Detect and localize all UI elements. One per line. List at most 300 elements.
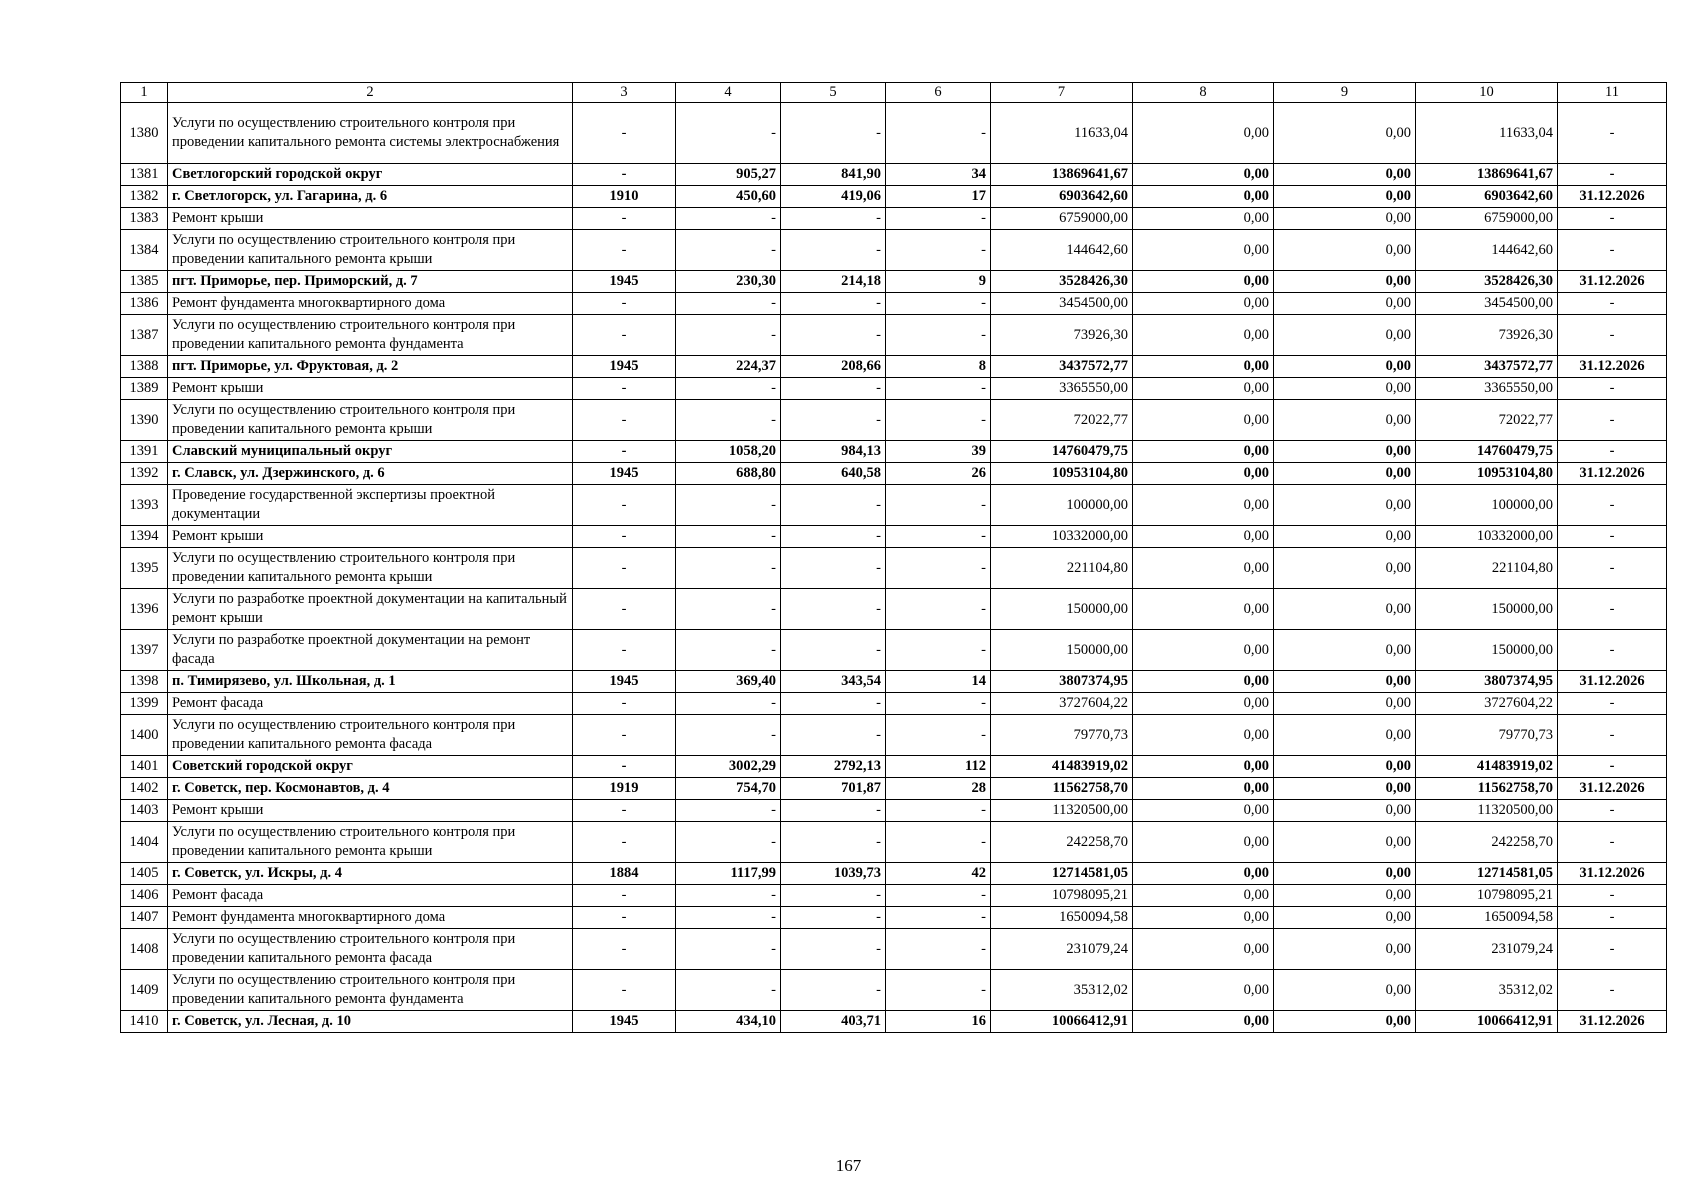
item-name-cell: г. Славск, ул. Дзержинского, д. 6 [168, 463, 573, 485]
fund-b-cell: 0,00 [1274, 970, 1416, 1011]
fund-a-cell: 0,00 [1133, 164, 1274, 186]
item-name-cell: пгт. Приморье, ул. Фруктовая, д. 2 [168, 356, 573, 378]
item-name-cell: Услуги по разработке проектной документации на ремонт фасада [168, 630, 573, 671]
column-number-header: 8 [1133, 83, 1274, 103]
table-row [121, 378, 1667, 400]
total-area-cell: - [676, 822, 781, 863]
living-area-cell: 984,13 [781, 441, 886, 463]
deadline-cell: 31.12.2026 [1558, 863, 1667, 885]
residents-cell: - [886, 970, 991, 1011]
row-number-cell: 1385 [121, 271, 168, 293]
year-cell: 1945 [573, 271, 676, 293]
fund-a-cell: 0,00 [1133, 756, 1274, 778]
year-cell: - [573, 315, 676, 356]
deadline-cell: 31.12.2026 [1558, 356, 1667, 378]
living-area-cell: - [781, 208, 886, 230]
item-name-cell: п. Тимирязево, ул. Школьная, д. 1 [168, 671, 573, 693]
owner-funds-cell: 11320500,00 [1416, 800, 1558, 822]
total-cost-cell: 10798095,21 [991, 885, 1133, 907]
fund-a-cell: 0,00 [1133, 863, 1274, 885]
fund-a-cell: 0,00 [1133, 671, 1274, 693]
living-area-cell: 640,58 [781, 463, 886, 485]
year-cell: - [573, 548, 676, 589]
deadline-cell: - [1558, 693, 1667, 715]
year-cell: 1919 [573, 778, 676, 800]
item-name-cell: Услуги по осуществлению строительного контроля при проведении капитального ремонта крыши [168, 822, 573, 863]
residents-cell: - [886, 693, 991, 715]
table-row [121, 863, 1667, 885]
owner-funds-cell: 3807374,95 [1416, 671, 1558, 693]
owner-funds-cell: 72022,77 [1416, 400, 1558, 441]
item-name-cell: Ремонт фасада [168, 885, 573, 907]
total-cost-cell: 13869641,67 [991, 164, 1133, 186]
table-row [121, 671, 1667, 693]
living-area-cell: - [781, 378, 886, 400]
year-cell: - [573, 589, 676, 630]
owner-funds-cell: 10066412,91 [1416, 1011, 1558, 1033]
table-row [121, 970, 1667, 1011]
total-cost-cell: 150000,00 [991, 630, 1133, 671]
total-cost-cell: 144642,60 [991, 230, 1133, 271]
total-area-cell: - [676, 485, 781, 526]
table-row [121, 929, 1667, 970]
row-number-cell: 1381 [121, 164, 168, 186]
total-area-cell: - [676, 693, 781, 715]
owner-funds-cell: 79770,73 [1416, 715, 1558, 756]
living-area-cell: 1039,73 [781, 863, 886, 885]
item-name-cell: Ремонт крыши [168, 378, 573, 400]
living-area-cell: 841,90 [781, 164, 886, 186]
deadline-cell: 31.12.2026 [1558, 1011, 1667, 1033]
column-number-header: 7 [991, 83, 1133, 103]
fund-a-cell: 0,00 [1133, 526, 1274, 548]
year-cell: - [573, 630, 676, 671]
deadline-cell: - [1558, 208, 1667, 230]
fund-b-cell: 0,00 [1274, 208, 1416, 230]
row-number-cell: 1389 [121, 378, 168, 400]
row-number-cell: 1380 [121, 103, 168, 164]
fund-a-cell: 0,00 [1133, 230, 1274, 271]
residents-cell: 16 [886, 1011, 991, 1033]
row-number-cell: 1399 [121, 693, 168, 715]
deadline-cell: - [1558, 885, 1667, 907]
year-cell: - [573, 715, 676, 756]
owner-funds-cell: 231079,24 [1416, 929, 1558, 970]
fund-b-cell: 0,00 [1274, 315, 1416, 356]
column-number-header: 9 [1274, 83, 1416, 103]
deadline-cell: - [1558, 164, 1667, 186]
total-cost-cell: 11562758,70 [991, 778, 1133, 800]
living-area-cell: 214,18 [781, 271, 886, 293]
total-area-cell: 754,70 [676, 778, 781, 800]
owner-funds-cell: 10332000,00 [1416, 526, 1558, 548]
item-name-cell: Ремонт крыши [168, 800, 573, 822]
table-row [121, 271, 1667, 293]
living-area-cell: 701,87 [781, 778, 886, 800]
deadline-cell: - [1558, 485, 1667, 526]
year-cell: - [573, 378, 676, 400]
table-row [121, 356, 1667, 378]
living-area-cell: 403,71 [781, 1011, 886, 1033]
year-cell: - [573, 800, 676, 822]
residents-cell: - [886, 907, 991, 929]
fund-b-cell: 0,00 [1274, 1011, 1416, 1033]
year-cell: 1884 [573, 863, 676, 885]
owner-funds-cell: 35312,02 [1416, 970, 1558, 1011]
deadline-cell: - [1558, 526, 1667, 548]
residents-cell: - [886, 485, 991, 526]
total-cost-cell: 11633,04 [991, 103, 1133, 164]
year-cell: - [573, 293, 676, 315]
column-number-header: 2 [168, 83, 573, 103]
table-row [121, 715, 1667, 756]
owner-funds-cell: 242258,70 [1416, 822, 1558, 863]
row-number-cell: 1391 [121, 441, 168, 463]
row-number-cell: 1386 [121, 293, 168, 315]
deadline-cell: - [1558, 630, 1667, 671]
fund-b-cell: 0,00 [1274, 671, 1416, 693]
total-cost-cell: 3727604,22 [991, 693, 1133, 715]
fund-b-cell: 0,00 [1274, 103, 1416, 164]
fund-b-cell: 0,00 [1274, 271, 1416, 293]
fund-a-cell: 0,00 [1133, 693, 1274, 715]
row-number-cell: 1401 [121, 756, 168, 778]
residents-cell: - [886, 526, 991, 548]
fund-a-cell: 0,00 [1133, 271, 1274, 293]
item-name-cell: Услуги по осуществлению строительного контроля при проведении капитального ремонта крыши [168, 230, 573, 271]
table-row [121, 800, 1667, 822]
fund-a-cell: 0,00 [1133, 441, 1274, 463]
fund-a-cell: 0,00 [1133, 715, 1274, 756]
owner-funds-cell: 3437572,77 [1416, 356, 1558, 378]
deadline-cell: 31.12.2026 [1558, 671, 1667, 693]
total-area-cell: - [676, 230, 781, 271]
row-number-cell: 1407 [121, 907, 168, 929]
residents-cell: 112 [886, 756, 991, 778]
total-cost-cell: 11320500,00 [991, 800, 1133, 822]
owner-funds-cell: 100000,00 [1416, 485, 1558, 526]
item-name-cell: Услуги по осуществлению строительного контроля при проведении капитального ремонта фасада [168, 715, 573, 756]
fund-b-cell: 0,00 [1274, 463, 1416, 485]
total-cost-cell: 12714581,05 [991, 863, 1133, 885]
fund-b-cell: 0,00 [1274, 693, 1416, 715]
row-number-cell: 1403 [121, 800, 168, 822]
table-row [121, 548, 1667, 589]
total-area-cell: - [676, 970, 781, 1011]
item-name-cell: пгт. Приморье, пер. Приморский, д. 7 [168, 271, 573, 293]
total-cost-cell: 1650094,58 [991, 907, 1133, 929]
fund-a-cell: 0,00 [1133, 1011, 1274, 1033]
total-area-cell: - [676, 548, 781, 589]
table-row [121, 778, 1667, 800]
row-number-cell: 1387 [121, 315, 168, 356]
total-area-cell: - [676, 715, 781, 756]
item-name-cell: г. Советск, ул. Лесная, д. 10 [168, 1011, 573, 1033]
owner-funds-cell: 3454500,00 [1416, 293, 1558, 315]
fund-a-cell: 0,00 [1133, 208, 1274, 230]
residents-cell: - [886, 378, 991, 400]
fund-b-cell: 0,00 [1274, 863, 1416, 885]
year-cell: - [573, 441, 676, 463]
owner-funds-cell: 14760479,75 [1416, 441, 1558, 463]
residents-cell: - [886, 400, 991, 441]
year-cell: 1945 [573, 671, 676, 693]
owner-funds-cell: 3528426,30 [1416, 271, 1558, 293]
fund-a-cell: 0,00 [1133, 400, 1274, 441]
deadline-cell: - [1558, 378, 1667, 400]
living-area-cell: - [781, 548, 886, 589]
total-area-cell: - [676, 526, 781, 548]
page-number: 167 [835, 1156, 862, 1175]
fund-b-cell: 0,00 [1274, 230, 1416, 271]
row-number-cell: 1398 [121, 671, 168, 693]
owner-funds-cell: 144642,60 [1416, 230, 1558, 271]
deadline-cell: - [1558, 907, 1667, 929]
residents-cell: 42 [886, 863, 991, 885]
item-name-cell: Ремонт фасада [168, 693, 573, 715]
deadline-cell: 31.12.2026 [1558, 463, 1667, 485]
column-number-header: 3 [573, 83, 676, 103]
total-area-cell: - [676, 885, 781, 907]
year-cell: - [573, 400, 676, 441]
residents-cell: - [886, 103, 991, 164]
deadline-cell: - [1558, 970, 1667, 1011]
item-name-cell: Ремонт крыши [168, 208, 573, 230]
total-area-cell: 369,40 [676, 671, 781, 693]
table-row [121, 164, 1667, 186]
total-area-cell: 905,27 [676, 164, 781, 186]
fund-a-cell: 0,00 [1133, 356, 1274, 378]
living-area-cell: - [781, 293, 886, 315]
year-cell: 1910 [573, 186, 676, 208]
total-area-cell: 688,80 [676, 463, 781, 485]
year-cell: - [573, 970, 676, 1011]
table-row [121, 463, 1667, 485]
item-name-cell: Услуги по осуществлению строительного контроля при проведении капитального ремонта фасада [168, 929, 573, 970]
living-area-cell: - [781, 693, 886, 715]
fund-b-cell: 0,00 [1274, 526, 1416, 548]
residents-cell: - [886, 822, 991, 863]
total-cost-cell: 10066412,91 [991, 1011, 1133, 1033]
residents-cell: - [886, 548, 991, 589]
total-cost-cell: 35312,02 [991, 970, 1133, 1011]
deadline-cell: - [1558, 589, 1667, 630]
column-number-header: 5 [781, 83, 886, 103]
column-number-header: 1 [121, 83, 168, 103]
deadline-cell: - [1558, 756, 1667, 778]
total-cost-cell: 79770,73 [991, 715, 1133, 756]
item-name-cell: г. Советск, ул. Искры, д. 4 [168, 863, 573, 885]
item-name-cell: Услуги по осуществлению строительного контроля при проведении капитального ремонта крыши [168, 400, 573, 441]
deadline-cell: - [1558, 800, 1667, 822]
row-number-cell: 1393 [121, 485, 168, 526]
year-cell: 1945 [573, 1011, 676, 1033]
fund-a-cell: 0,00 [1133, 630, 1274, 671]
owner-funds-cell: 6903642,60 [1416, 186, 1558, 208]
table-row [121, 186, 1667, 208]
living-area-cell: - [781, 630, 886, 671]
total-cost-cell: 41483919,02 [991, 756, 1133, 778]
total-cost-cell: 72022,77 [991, 400, 1133, 441]
row-number-cell: 1408 [121, 929, 168, 970]
column-number-header: 11 [1558, 83, 1667, 103]
living-area-cell: - [781, 822, 886, 863]
total-cost-cell: 3528426,30 [991, 271, 1133, 293]
year-cell: - [573, 485, 676, 526]
row-number-cell: 1390 [121, 400, 168, 441]
fund-b-cell: 0,00 [1274, 378, 1416, 400]
deadline-cell: 31.12.2026 [1558, 778, 1667, 800]
total-area-cell: - [676, 208, 781, 230]
fund-b-cell: 0,00 [1274, 715, 1416, 756]
item-name-cell: Ремонт фундамента многоквартирного дома [168, 293, 573, 315]
fund-b-cell: 0,00 [1274, 589, 1416, 630]
row-number-cell: 1404 [121, 822, 168, 863]
table-row [121, 293, 1667, 315]
table-row [121, 589, 1667, 630]
total-cost-cell: 3437572,77 [991, 356, 1133, 378]
year-cell: - [573, 103, 676, 164]
owner-funds-cell: 6759000,00 [1416, 208, 1558, 230]
column-number-header-row [121, 83, 1667, 103]
table-row [121, 208, 1667, 230]
row-number-cell: 1405 [121, 863, 168, 885]
residents-cell: - [886, 315, 991, 356]
total-area-cell: 434,10 [676, 1011, 781, 1033]
living-area-cell: - [781, 929, 886, 970]
fund-b-cell: 0,00 [1274, 778, 1416, 800]
total-cost-cell: 221104,80 [991, 548, 1133, 589]
owner-funds-cell: 41483919,02 [1416, 756, 1558, 778]
fund-a-cell: 0,00 [1133, 885, 1274, 907]
fund-a-cell: 0,00 [1133, 315, 1274, 356]
fund-a-cell: 0,00 [1133, 778, 1274, 800]
row-number-cell: 1400 [121, 715, 168, 756]
owner-funds-cell: 221104,80 [1416, 548, 1558, 589]
column-number-header: 10 [1416, 83, 1558, 103]
residents-cell: 34 [886, 164, 991, 186]
deadline-cell: - [1558, 230, 1667, 271]
year-cell: - [573, 756, 676, 778]
item-name-cell: Услуги по осуществлению строительного контроля при проведении капитального ремонта крыши [168, 548, 573, 589]
total-cost-cell: 10332000,00 [991, 526, 1133, 548]
total-area-cell: - [676, 800, 781, 822]
total-area-cell: 1058,20 [676, 441, 781, 463]
owner-funds-cell: 10798095,21 [1416, 885, 1558, 907]
fund-a-cell: 0,00 [1133, 800, 1274, 822]
table-row [121, 230, 1667, 271]
column-number-header: 4 [676, 83, 781, 103]
table-row [121, 103, 1667, 164]
total-area-cell: - [676, 293, 781, 315]
living-area-cell: - [781, 885, 886, 907]
living-area-cell: - [781, 400, 886, 441]
living-area-cell: - [781, 589, 886, 630]
fund-a-cell: 0,00 [1133, 589, 1274, 630]
row-number-cell: 1410 [121, 1011, 168, 1033]
residents-cell: - [886, 293, 991, 315]
living-area-cell: - [781, 315, 886, 356]
year-cell: - [573, 526, 676, 548]
deadline-cell: - [1558, 822, 1667, 863]
fund-b-cell: 0,00 [1274, 885, 1416, 907]
total-area-cell: - [676, 630, 781, 671]
deadline-cell: - [1558, 441, 1667, 463]
fund-b-cell: 0,00 [1274, 929, 1416, 970]
year-cell: 1945 [573, 463, 676, 485]
owner-funds-cell: 13869641,67 [1416, 164, 1558, 186]
fund-a-cell: 0,00 [1133, 293, 1274, 315]
deadline-cell: - [1558, 400, 1667, 441]
fund-a-cell: 0,00 [1133, 485, 1274, 526]
owner-funds-cell: 10953104,80 [1416, 463, 1558, 485]
capital-repair-table [120, 82, 1667, 1033]
row-number-cell: 1384 [121, 230, 168, 271]
owner-funds-cell: 150000,00 [1416, 589, 1558, 630]
table-row [121, 441, 1667, 463]
total-cost-cell: 14760479,75 [991, 441, 1133, 463]
year-cell: - [573, 885, 676, 907]
total-cost-cell: 6903642,60 [991, 186, 1133, 208]
item-name-cell: Услуги по осуществлению строительного контроля при проведении капитального ремонта фундамента [168, 315, 573, 356]
item-name-cell: Славский муниципальный округ [168, 441, 573, 463]
fund-b-cell: 0,00 [1274, 800, 1416, 822]
total-cost-cell: 150000,00 [991, 589, 1133, 630]
deadline-cell: - [1558, 929, 1667, 970]
total-area-cell: - [676, 400, 781, 441]
total-area-cell: - [676, 378, 781, 400]
table-row [121, 315, 1667, 356]
living-area-cell: 419,06 [781, 186, 886, 208]
year-cell: - [573, 907, 676, 929]
total-cost-cell: 242258,70 [991, 822, 1133, 863]
residents-cell: - [886, 800, 991, 822]
row-number-cell: 1382 [121, 186, 168, 208]
fund-b-cell: 0,00 [1274, 186, 1416, 208]
row-number-cell: 1383 [121, 208, 168, 230]
residents-cell: - [886, 929, 991, 970]
fund-a-cell: 0,00 [1133, 822, 1274, 863]
fund-b-cell: 0,00 [1274, 441, 1416, 463]
fund-a-cell: 0,00 [1133, 548, 1274, 589]
fund-b-cell: 0,00 [1274, 756, 1416, 778]
row-number-cell: 1394 [121, 526, 168, 548]
owner-funds-cell: 11562758,70 [1416, 778, 1558, 800]
fund-a-cell: 0,00 [1133, 929, 1274, 970]
total-area-cell: - [676, 103, 781, 164]
item-name-cell: Проведение государственной экспертизы проектной документации [168, 485, 573, 526]
total-area-cell: 230,30 [676, 271, 781, 293]
deadline-cell: 31.12.2026 [1558, 271, 1667, 293]
fund-b-cell: 0,00 [1274, 548, 1416, 589]
item-name-cell: г. Советск, пер. Космонавтов, д. 4 [168, 778, 573, 800]
year-cell: - [573, 164, 676, 186]
fund-b-cell: 0,00 [1274, 400, 1416, 441]
residents-cell: 26 [886, 463, 991, 485]
fund-b-cell: 0,00 [1274, 293, 1416, 315]
year-cell: - [573, 822, 676, 863]
row-number-cell: 1406 [121, 885, 168, 907]
fund-b-cell: 0,00 [1274, 356, 1416, 378]
residents-cell: 17 [886, 186, 991, 208]
item-name-cell: Услуги по осуществлению строительного контроля при проведении капитального ремонта фундамента [168, 970, 573, 1011]
row-number-cell: 1402 [121, 778, 168, 800]
owner-funds-cell: 12714581,05 [1416, 863, 1558, 885]
table-row [121, 630, 1667, 671]
table-row [121, 485, 1667, 526]
owner-funds-cell: 1650094,58 [1416, 907, 1558, 929]
total-cost-cell: 3365550,00 [991, 378, 1133, 400]
